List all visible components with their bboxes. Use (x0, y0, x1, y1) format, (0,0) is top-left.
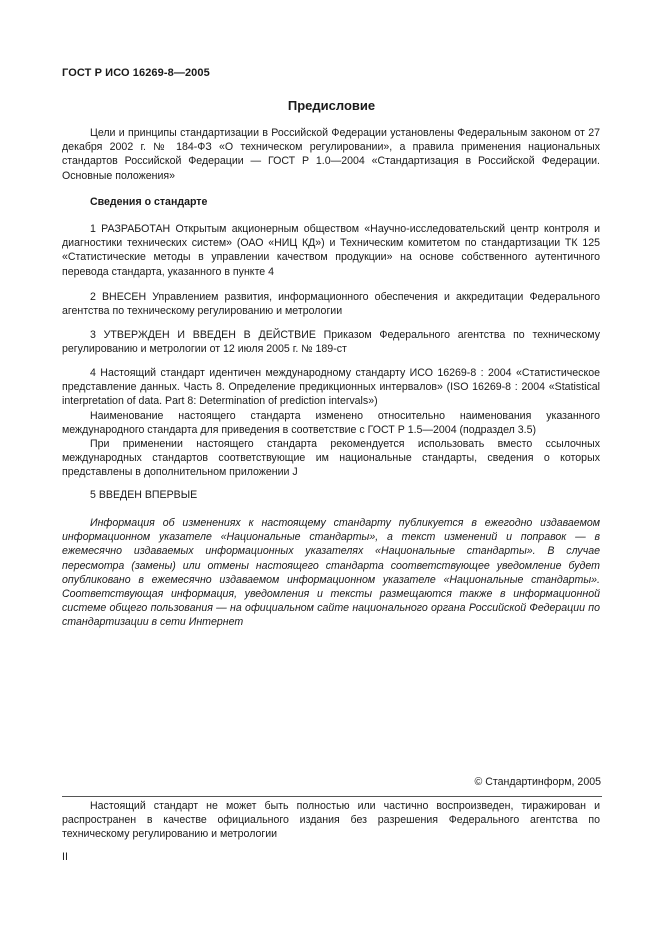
intro-block (62, 126, 600, 183)
page-number: II (62, 851, 68, 863)
footer-divider (62, 796, 602, 797)
item-introduced: 2 ВНЕСЕН Управлением развития, информационного обеспечения и аккредитации Федерального агентства по техническому регулированию и метрологии (62, 291, 600, 318)
item-developed-block (62, 222, 600, 279)
page-title: Предисловие (287, 98, 376, 113)
footer-notice: Настоящий стандарт не может быть полностью или частично воспроизведен, тиражирован и распространен в качестве официального издания без разрешения Федерального агентства по техническому регулированию и метрологии (62, 800, 600, 841)
document-code-header: ГОСТ Р ИСО 16269-8—2005 (62, 67, 210, 79)
item-approved-block (62, 328, 600, 356)
copyright-line: © Стандартинформ, 2005 (474, 776, 601, 788)
intro-paragraph: Цели и принципы стандартизации в Российской Федерации установлены Федеральным законом от 27 декабря 2002 г. № 184-ФЗ «О техническом регулировании», а правила применения национальных стандартов Российской Федерации — ГОСТ Р 1.0—2004 «Стандартизация в Российской Федерации. Основные положения» (62, 127, 600, 182)
item-first-time-block (62, 488, 600, 502)
item-approved: 3 УТВЕРЖДЕН И ВВЕДЕН В ДЕЙСТВИЕ Приказом Федерального агентства по техническому регулированию и метрологии от 12 июля 2005 г. № 189-ст (62, 329, 600, 356)
item-identical-block (62, 366, 600, 480)
item-developed: 1 РАЗРАБОТАН Открытым акционерным обществом «Научно-исследовательский центр контроля и диагностики технических систем» (ОАО «НИЦ КД») и Техническим комитетом по стандартизации ТК 125 «Статистические методы в управлении качеством продукции» на основе собственного аутентичного перевода стандарта, указанного в пункте 4 (62, 223, 600, 278)
item-name-changed: Наименование настоящего стандарта изменено относительно наименования указанного международного стандарта для приведения в соответствие с ГОСТ Р 1.5—2004 (подраздел 3.5) (62, 409, 600, 436)
footer-notice-block (62, 799, 600, 842)
changes-notice: Информация об изменениях к настоящему стандарту публикуется в ежегодно издаваемом информационном указателе «Национальные стандарты», а текст изменений и поправок — в ежемесячно издаваемых информационных указателях «Национальные стандарты». В случае пересмотра (замены) или отмены настоящего стандарта соответствующее уведомление будет опубликовано в ежемесячно издаваемом информационном указателе «Национальные стандарты». Соответствующая информация, уведомления и тексты размещаются также в информационной системе общего пользования — на официальном сайте национального органа Российской Федерации по стандартизации в сети Интернет (62, 517, 600, 629)
item-identical: 4 Настоящий стандарт идентичен международному стандарту ИСО 16269-8 : 2004 «Статистическое представление данных. Часть 8. Определение предикционных интервалов» (ISO 16269-8 : 2004 «Statistical interpretation of data. Part 8: Determination of prediction intervals») (62, 367, 600, 408)
item-introduced-block (62, 290, 600, 318)
item-first-time: 5 ВВЕДЕН ВПЕРВЫЕ (90, 489, 198, 501)
item-references: При применении настоящего стандарта рекомендуется использовать вместо ссылочных международных стандартов соответствующие им национальные стандарты, сведения о которых представлены в дополнительном приложении J (62, 438, 600, 479)
standard-info-heading: Сведения о стандарте (90, 196, 208, 208)
changes-notice-block (62, 516, 600, 630)
